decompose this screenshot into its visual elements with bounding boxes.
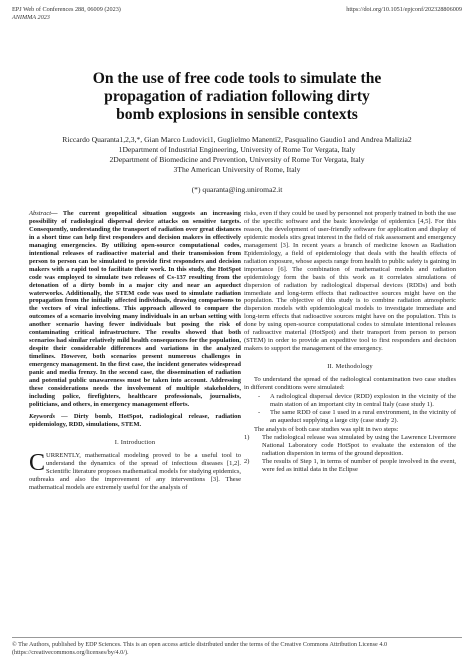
bullet-dash: -: [258, 393, 261, 401]
license-url[interactable]: (https://creativecommons.org/licenses/by/4.0/).: [12, 648, 129, 656]
affiliation-3: 3The American University of Rome, Italy: [173, 165, 301, 174]
license-line: © The Authors, published by EDP Sciences. This is an open access article distributed under the terms of the Creative Commons Attribution License 4.0: [12, 641, 388, 648]
step-number: 1): [244, 433, 250, 441]
affiliation-1: 1Department of Industrial Engineering, University of Rome Tor Vergata, Italy: [118, 145, 356, 154]
list-item-text: A radiological dispersal device (RDD) explosion in the vicinity of the main station of an important city in central Italy (case study 1).: [270, 393, 456, 408]
section-heading-methodology: II. Methodology: [327, 363, 373, 371]
list-item: [244, 434, 456, 458]
corresponding-email[interactable]: (*) quaranta@ing.uniroma2.it: [191, 185, 283, 194]
title-line: propagation of radiation following dirty: [104, 88, 370, 105]
title-line: bomb explosions in sensible contexts: [116, 106, 358, 123]
keywords-label: Keywords: [29, 412, 55, 420]
journal-citation: EPJ Web of Conferences 288, 06009 (2023): [12, 6, 121, 13]
abstract-label: Abstract: [29, 210, 52, 217]
keywords: [29, 413, 241, 429]
abstract-text: — The current geopolitical situation suggests an increasing possibility of radiological dispersal device attacks on sensitive targets. Consequently, understanding the transport of radiation over great distances in a short time can help first responders and decision makers in effectively managing emergencies. By utilizing open-source computational codes, intentional releases of radioactive material and their transmission from person to person can be simulated to provide first responders and decision makers with a rapid tool to facilitate their work. In this study, the HotSpot code was employed to simulate two releases of Cs-137 resulting from the detonation of a dirty bomb in a major city and near an aqueduct waterworks. Additionally, the STEM code was used to simulate radiation propagation from the initially affected individuals, drawing comparisons to the vectors of viral infections. This approach allowed to compare the outcomes of a scenario involving many individuals in an urban setting with another scenario having fewer individuals but posing the risk of contaminating critical infrastructure. The results showed that both scenarios had similar relatively mild health consequences for the population, despite their considerable differences and variations in the analyzed timelines. However, both scenarios present numerous challenges in emergency management. In the first case, the incident generates widespread panic and media frenzy. In the second case, the dissemination of radiation and potential public unawareness must be taken into account. Addressing these considerations needs the involvement of multiple stakeholders, including police, firefighters, healthcare professionals, journalists, politicians, and others, in emergency management efforts.: [29, 210, 241, 408]
license-footer: [12, 641, 462, 656]
step-text: The results of Step 1, in terms of number of people involved in the event, were fed as initial data in the Eclipse: [262, 457, 456, 473]
step-number: 2): [244, 457, 250, 465]
left-column: [29, 210, 241, 491]
steps-list: [244, 434, 456, 474]
abstract: [29, 210, 241, 409]
affiliation-2: 2Department of Biomedicine and Prevention, University of Rome Tor Vergata, Italy: [109, 155, 365, 164]
affiliations: [10, 145, 464, 175]
case-study-list: [244, 393, 456, 425]
right-column: [244, 210, 456, 474]
list-item: [244, 458, 456, 474]
doi-link[interactable]: https://doi.org/10.1051/epjconf/202328806009: [346, 6, 462, 13]
steps-intro: The analysis of both case studies was split in two steps:: [254, 425, 399, 433]
paper-title: [20, 70, 454, 124]
introduction-text: URRENTLY, mathematical modeling proved to be a useful tool to understand the dynamics of the spread of infectious diseases [1,2]. Scientific literature proposes mathematical models for studying epidemics, outbreaks and also the improvement of any interventions [3]. These mathematical models are extremely useful for the analysis of: [29, 451, 241, 491]
step-text: The radiological release was simulated by using the Lawrence Livermore National Laboratory code HotSpot to evaluate the extension of the radiation dispersion in terms of the ground deposition.: [262, 433, 456, 457]
list-item: [244, 393, 456, 409]
list-item: [244, 409, 456, 425]
introduction-paragraph: [29, 449, 241, 492]
introduction-continued: risks, even if they could be used by personnel not properly trained in both the use of the specific software and the basic knowledge of epidemics [4,5]. For this reason, the development of user-friendly software for application and display of epidemic models stirs great interest in the field of risk assessment and emergency management [3]. In recent years a branch of medicine known as Radiation Epidemiology, a field of epidemiology that deals with the health effects of radiation exposure, whose aspects range from health to public safety is gaining in importance [6]. The combination of mathematical models and radiation epidemiology form the basis of this work as it correlates simulations of dispersion of radiation by radiological dispersal devices (RDDs) and both immediate and long-term effects that radioactive sources might have on the population. The objective of this study is to combine radiation atmospheric dispersion models with epidemiological models to investigate immediate and long-term effects that radioactive sources might have on the population. This is done by using open-source computational codes to simulate intentional releases of radioactive material (HotSpot) and their transport from person to person (STEM) in order to provide an expeditive tool to first responders and decision makers to support the management of the emergency.: [244, 210, 456, 353]
section-heading-introduction: I. Introduction: [114, 438, 156, 446]
methodology-intro: To understand the spread of the radiological contamination two case studies in different conditions were simulated:: [244, 376, 456, 392]
conference-name: ANIMMA 2023: [12, 14, 50, 21]
keywords-text: — Dirty bomb, HotSpot, radiological release, radiation epidemiology, RDD, simulations, STEM.: [29, 412, 241, 428]
author-list: Riccardo Quaranta1,2,3,*, Gian Marco Ludovici1, Guglielmo Manenti2, Pasqualino Gaudio1 and Andrea Malizia2: [62, 135, 412, 144]
bullet-dash: -: [258, 408, 261, 416]
drop-cap: C: [29, 449, 46, 476]
list-item-text: The same RDD of case 1 used in a rural environment, in the vicinity of an aqueduct supplying a large city (case study 2).: [270, 408, 456, 424]
title-line: On the use of free code tools to simulate the: [92, 70, 382, 87]
footer-divider: [12, 637, 462, 638]
